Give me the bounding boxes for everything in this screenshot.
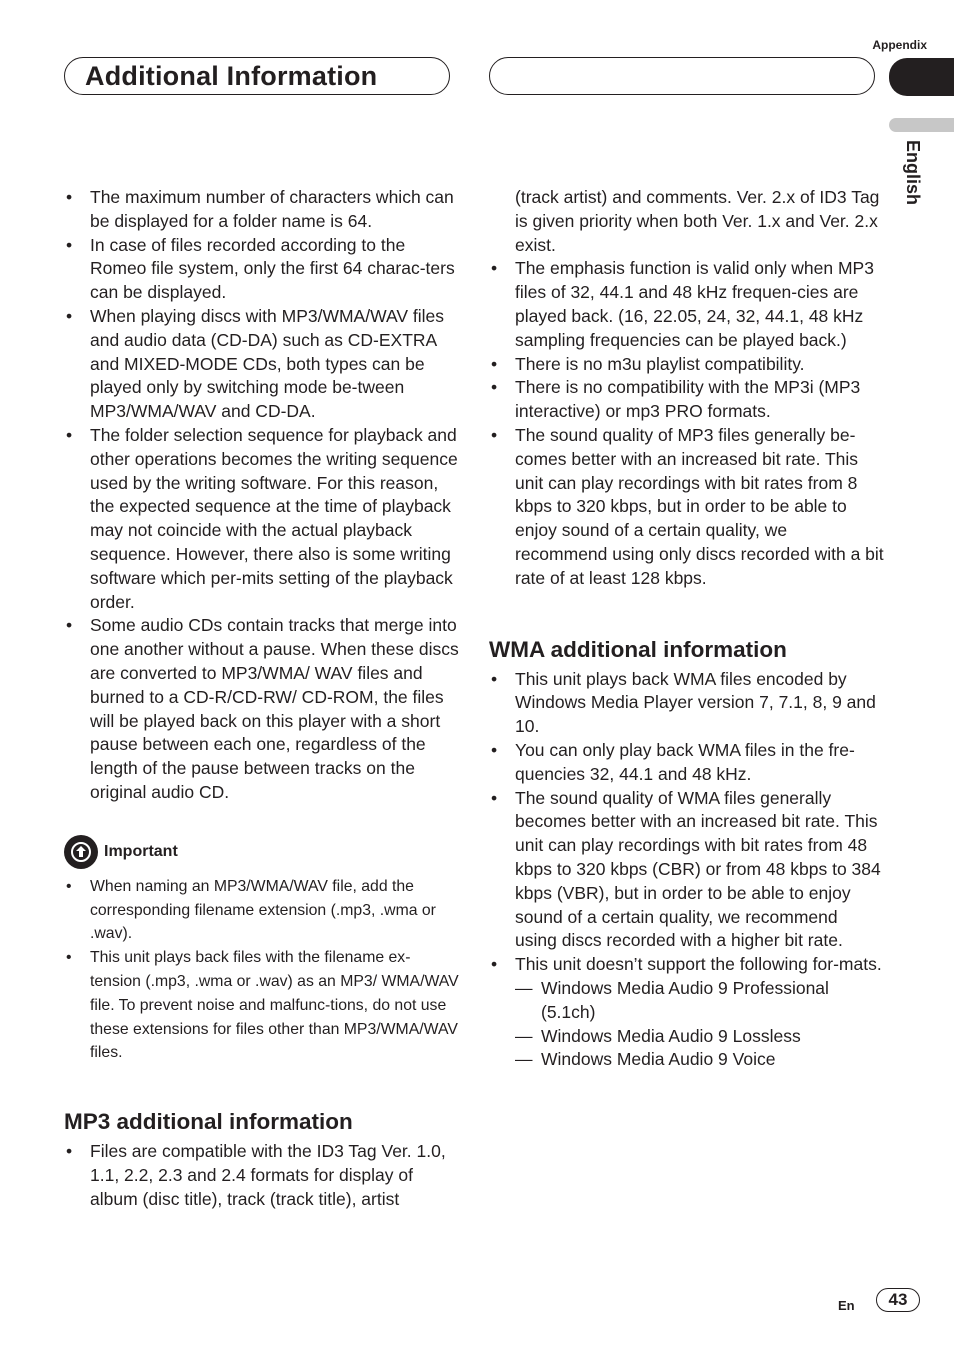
language-tab [889,118,954,132]
page-number: 43 [876,1288,920,1312]
wma-section-title: WMA additional information [489,636,787,662]
mp3-continued-text: (track artist) and comments. Ver. 2.x of ID3 Tag is given priority when both Ver. 1.x and Ver. 2.x exist. [515,187,880,255]
mp3-notes-list-continued [489,257,884,590]
list-item: — Windows Media Audio 9 Voice [515,1049,776,1070]
list-item: • Files are compatible with the ID3 Tag Ver. 1.0, 1.1, 2.2, 2.3 and 2.4 formats for display of album (disc title), track (track title), artist [64,1140,459,1211]
left-column [64,186,459,1211]
section-header-left [64,57,450,95]
important-icon [64,835,98,869]
list-item: • You can only play back WMA files in the fre-quencies 32, 44.1 and 48 kHz. [489,739,884,787]
list-item: • There is no m3u playlist compatibility. [489,353,884,377]
list-item: • The folder selection sequence for playback and other operations becomes the writing sequence used by the writing software. For this reason, the expected sequence at the time of playback may not coincide with the actual playback sequence. However, there also is some writing software which per-mits setting of the playback order. [64,424,459,614]
mp3-section-title: MP3 additional information [64,1109,353,1135]
list-item: • There is no compatibility with the MP3i (MP3 interactive) or mp3 PRO formats. [489,376,884,424]
important-label: Important [104,842,178,860]
list-item: • This unit doesn’t support the following for-mats. [489,953,884,977]
appendix-label: Appendix [872,38,927,52]
list-item: • This unit plays back WMA files encoded by Windows Media Player version 7, 7.1, 8, 9 and 10. [489,668,884,739]
list-item: • The maximum number of characters which can be displayed for a folder name is 64. [64,186,459,234]
list-item: • Some audio CDs contain tracks that merge into one another without a pause. When these discs are converted to MP3/WMA/ WAV files and burned to a CD-R/CD-RW/ CD-ROM, the files will be played back on this player with a short pause between each one, regardless of the length of the pause between tracks on the original audio CD. [64,614,459,804]
list-item: • The sound quality of WMA files generally becomes better with an increased bit rate. This unit can play recordings with bit rates from 48 kbps to 320 kbps (CBR) or from 48 kbps to 384 kbps (VBR), but in order to be able to enjoy sound of a certain quality, we recommend using discs recorded with a higher bit rate. [489,787,884,954]
page-title: Additional Information [85,61,378,91]
list-item: • When playing discs with MP3/WMA/WAV files and audio data (CD-DA) such as CD-EXTRA and MIXED-MODE CDs, both types can be played only by switching mode be-tween MP3/WMA/WAV and CD-DA. [64,305,459,424]
language-code: En [838,1298,855,1313]
list-item: • In case of files recorded according to the Romeo file system, only the first 64 charac-ters can be displayed. [64,234,459,305]
unsupported-formats-list [489,977,884,1072]
important-heading [64,835,459,869]
list-item: — Windows Media Audio 9 Lossless [515,1025,801,1046]
list-item: • When naming an MP3/WMA/WAV file, add the corresponding filename extension (.mp3, .wma or .wav). [64,875,459,946]
appendix-tab [889,58,954,96]
wma-notes-list [489,668,884,977]
list-item: • The emphasis function is valid only when MP3 files of 32, 44.1 and 48 kHz frequen-cies are played back. (16, 22.05, 24, 32, 44.1, 48 kHz sampling frequencies can be played back.) [489,257,884,352]
general-notes-list [64,186,459,805]
language-label: English [903,140,923,206]
right-column [489,186,884,1072]
section-header-right [489,57,875,95]
list-item: • This unit plays back files with the filename ex-tension (.mp3, .wma or .wav) as an MP3/ WMA/WAV file. To prevent noise and malfunc-tions, do not use these extensions for files other than MP3/WMA/WAV files. [64,946,459,1065]
list-item: • The sound quality of MP3 files generally be-comes better with an increased bit rate. This unit can play recordings with bit rates from 8 kbps to 320 kbps, but in order to be able to enjoy sound of a certain quality, we recommend using only discs recorded with a bit rate of at least 128 kbps. [489,424,884,591]
list-item: — Windows Media Audio 9 Professional (5.1ch) [515,977,829,1022]
important-notes-list [64,875,459,1065]
mp3-notes-list [64,1140,459,1211]
